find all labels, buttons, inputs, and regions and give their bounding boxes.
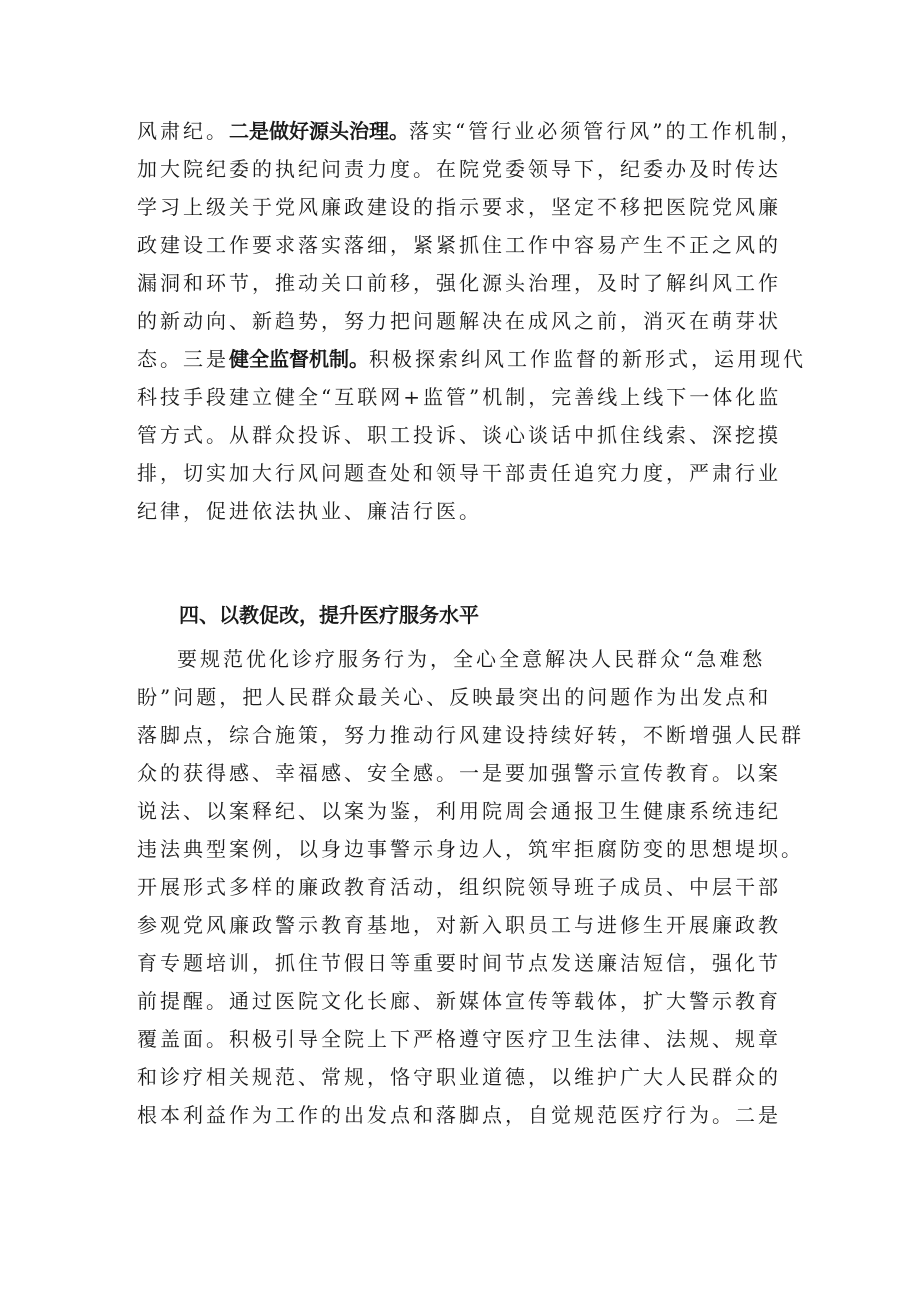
- text-line: 根本利益作为工作的出发点和落脚点，自觉规范医疗行为。二是: [137, 1103, 781, 1127]
- paragraph-education: [137, 640, 804, 1134]
- text-line: 前提醒。通过医院文化长廊、新媒体宣传等载体，扩大警示教育: [137, 989, 781, 1013]
- text-line: 违法典型案例，以身边事警示身边人，筑牢拒腐防变的思想堤坝。: [137, 837, 804, 861]
- text-line: 覆盖面。积极引导全院上下严格遵守医疗卫生法律、法规、规章: [137, 1027, 781, 1051]
- text-line: 纪律，促进依法执业、廉洁行医。: [137, 499, 482, 523]
- section-title: 四、以教促改，提升医疗服务水平: [179, 603, 479, 627]
- text-line: 众的获得感、幸福感、安全感。一是要加强警示宣传教育。以案: [137, 761, 781, 785]
- bold-heading-run: 二是做好源头治理。: [229, 119, 409, 143]
- bold-heading-run: 健全监督机制。: [229, 347, 369, 371]
- text-line: 管方式。从群众投诉、职工投诉、谈心谈话中抓住线索、深挖摸: [137, 423, 781, 447]
- text-line: 排，切实加大行风问题查处和领导干部责任追究力度，严肃行业: [137, 461, 781, 485]
- text-line: [137, 340, 806, 378]
- text-line: 要规范优化诊疗服务行为，全心全意解决人民群众“急难愁: [177, 647, 766, 671]
- text-line: 科技手段建立健全“互联网+监管”机制，完善线上线下一体化监: [137, 385, 782, 409]
- text-line: 的新动向、新趋势，努力把问题解决在成风之前，消灭在萌芽状: [137, 309, 781, 333]
- text-line: 和诊疗相关规范、常规，恪守职业道德，以维护广大人民群众的: [137, 1065, 781, 1089]
- text-run: 积极探索纠风工作监督的新形式，运用现代: [369, 347, 806, 371]
- text-line: 漏洞和环节，推动关口前移，强化源头治理，及时了解纠风工作: [137, 271, 781, 295]
- text-line: 育专题培训，抓住节假日等重要时间节点发送廉洁短信，强化节: [137, 951, 781, 975]
- text-line: 政建设工作要求落实落细，紧紧抓住工作中容易产生不正之风的: [137, 233, 781, 257]
- text-line: 盼”问题，把人民群众最关心、反映最突出的问题作为出发点和: [137, 685, 772, 709]
- text-run: 落实“管行业必须管行风”的工作机制，: [409, 119, 804, 143]
- text-line: 落脚点，综合施策，努力推动行风建设持续好转，不断增强人民群: [137, 723, 804, 747]
- paragraph-source-governance: [137, 112, 806, 530]
- text-line: 开展形式多样的廉政教育活动，组织院领导班子成员、中层干部: [137, 875, 781, 899]
- text-line: 说法、以案释纪、以案为鉴，利用院周会通报卫生健康系统违纪: [137, 799, 781, 823]
- section-heading: [137, 596, 787, 634]
- text-line: [137, 112, 804, 150]
- text-line: 学习上级关于党风廉政建设的指示要求，坚定不移把医院党风廉: [137, 195, 781, 219]
- text-line: 加大院纪委的执纪问责力度。在院党委领导下，纪委办及时传达: [137, 157, 781, 181]
- text-line: 参观党风廉政警示教育基地，对新入职员工与进修生开展廉政教: [137, 913, 781, 937]
- text-run: 态。三是: [137, 347, 229, 371]
- text-run: 风肃纪。: [137, 119, 229, 143]
